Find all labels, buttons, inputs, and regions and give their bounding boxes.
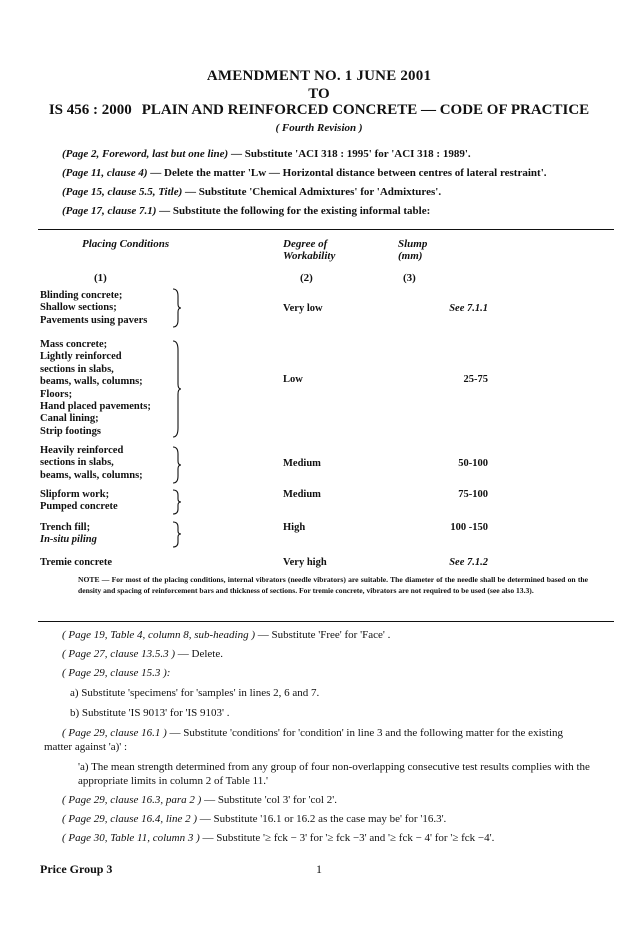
amendment-text: — Substitute 'conditions' for 'condition' in line 3 and the following matter for the existing: [166, 727, 564, 739]
amendment-text: — Substitute '16.1 or 16.2 as the case may be' for '16.3'.: [197, 813, 447, 825]
table-row-workability: High: [283, 522, 306, 533]
condition-line: sections in slabs,: [40, 457, 114, 469]
header-slump-line2: (mm): [398, 250, 423, 262]
table-note: NOTE — For most of the placing conditions, internal vibrators (needle vibrators) are suitable. The diameter of the needle shall be determined based on the density and spacing of reinforcement bars and thickness of sections. For tremie concrete, vibrators are not required to be used (see also 13.3).: [78, 575, 588, 595]
condition-line: Hand placed pavements;: [40, 401, 151, 413]
amendment-to: TO: [308, 86, 330, 102]
amendment-ref: ( Page 30, Table 11, column 3 ): [62, 832, 200, 844]
header-workability: [283, 238, 335, 262]
standard-name: PLAIN AND REINFORCED CONCRETE — CODE OF PRACTICE: [141, 102, 590, 118]
amendment-text: — Substitute 'ACI 318 : 1995' for 'ACI 318 : 1989'.: [228, 148, 471, 160]
table-row-workability: Low: [283, 374, 303, 385]
amendment-item: [62, 148, 602, 160]
condition-line: beams, walls, columns;: [40, 376, 143, 388]
condition-line: Canal lining;: [40, 413, 99, 425]
brace-icon: [172, 288, 182, 328]
amendment-item: [62, 831, 494, 845]
amendment-item: [62, 793, 337, 807]
condition-line: Blinding concrete;: [40, 290, 123, 301]
column-number-1: (1): [94, 272, 107, 284]
amendment-text: — Substitute 'col 3' for 'col 2'.: [201, 794, 337, 806]
table-row-slump: See 7.1.2: [449, 557, 488, 568]
table-row-slump: 100 -150: [450, 522, 488, 533]
brace-icon: [172, 446, 182, 484]
brace-icon: [172, 340, 182, 438]
condition-line: In-situ piling: [40, 534, 97, 546]
amendment-ref: ( Page 29, clause 16.4, line 2 ): [62, 813, 198, 825]
amendment-text: — Delete the matter 'Lw — Horizontal distance between centres of lateral restraint'.: [147, 167, 547, 179]
standard-title: [0, 102, 638, 119]
amendment-ref: (Page 17, clause 7.1): [62, 205, 157, 217]
amendment-item: [62, 812, 446, 826]
amendment-ref: (Page 2, Foreword, last but one line): [62, 148, 229, 160]
table-row-workability: Medium: [283, 458, 321, 469]
amendment-item: [62, 647, 223, 661]
amendment-quote: 'a) The mean strength determined from any group of four non-overlapping consecutive test results complies with the appropriate limits in column 2 of Table 11.': [78, 761, 590, 787]
amendment-text: — Substitute 'Free' for 'Face' .: [255, 629, 391, 641]
brace-icon: [172, 521, 182, 548]
header-slump: [398, 238, 427, 262]
amendment-item: [62, 628, 390, 642]
amendment-ref: (Page 11, clause 4): [62, 167, 148, 179]
amendment-subitem-a: a) Substitute 'specimens' for 'samples' in lines 2, 6 and 7.: [70, 687, 320, 699]
standard-number: IS 456 : 2000: [48, 102, 132, 118]
column-number-3: (3): [403, 272, 416, 284]
table-bottom-rule: [38, 621, 614, 622]
column-number-2: (2): [300, 272, 313, 284]
condition-line: Strip footings: [40, 425, 101, 437]
amendment-text: — Delete.: [175, 648, 223, 660]
table-row-workability: Medium: [283, 489, 321, 500]
header-placing-conditions: Placing Conditions: [82, 238, 170, 250]
revision-label: ( Fourth Revision ): [275, 122, 363, 134]
condition-line: Pavements using pavers: [40, 314, 148, 326]
condition-line: Floors;: [40, 388, 73, 400]
amendment-ref: ( Page 29, clause 16.3, para 2 ): [62, 794, 202, 806]
brace-icon: [172, 489, 182, 515]
amendment-text: — Substitute the following for the existing informal table:: [156, 205, 431, 217]
amendment-text: — Substitute 'Chemical Admixtures' for 'Admixtures'.: [182, 186, 442, 198]
amendment-ref: (Page 15, clause 5.5, Title): [62, 186, 183, 198]
amendment-ref: ( Page 27, clause 13.5.3 ): [62, 648, 176, 660]
table-row-slump: 50-100: [458, 458, 488, 469]
amendment-item: [62, 205, 602, 217]
page-number: 1: [316, 862, 322, 876]
condition-line: Tremie concrete: [40, 557, 113, 568]
amendment-continuation: matter against 'a)' :: [44, 741, 128, 753]
condition-line: Heavily reinforced: [40, 445, 124, 456]
table-row-slump: 25-75: [463, 374, 488, 385]
condition-line: Trench fill;: [40, 522, 91, 533]
condition-line: sections in slabs,: [40, 363, 114, 375]
table-row-slump: See 7.1.1: [449, 303, 488, 314]
table-row-slump: 75-100: [458, 489, 488, 500]
condition-line: Pumped concrete: [40, 501, 118, 513]
amendment-subitem-b: b) Substitute 'IS 9013' for 'IS 9103' .: [70, 707, 230, 719]
amendment-item: [62, 726, 563, 740]
amendment-item: [62, 167, 602, 179]
condition-line: Slipform work;: [40, 489, 110, 500]
condition-line: Shallow sections;: [40, 302, 117, 314]
price-group: Price Group 3: [40, 862, 113, 876]
header-workability-line1: Degree of: [283, 238, 328, 250]
amendment-heading: AMENDMENT NO. 1 JUNE 2001: [206, 68, 432, 84]
table-row-workability: Very high: [283, 557, 327, 568]
header-slump-line1: Slump: [398, 238, 428, 250]
table-top-rule: [38, 229, 614, 230]
condition-line: beams, walls, columns;: [40, 469, 143, 481]
amendment-item: [62, 186, 602, 198]
amendment-ref: ( Page 29, clause 16.1 ): [62, 727, 167, 739]
amendment-item: [62, 666, 170, 680]
header-workability-line2: Workability: [283, 250, 336, 262]
amendment-ref: ( Page 29, clause 15.3 ):: [62, 667, 171, 679]
condition-line: Mass concrete;: [40, 339, 108, 350]
condition-line: Lightly reinforced: [40, 351, 122, 363]
table-row-conditions: [40, 557, 200, 569]
amendment-text: — Substitute '≥ fck − 3' for '≥ fck −3' and '≥ fck − 4' for '≥ fck −4'.: [199, 832, 495, 844]
amendment-ref: ( Page 19, Table 4, column 8, sub-heading ): [62, 629, 255, 641]
table-row-workability: Very low: [283, 303, 323, 314]
